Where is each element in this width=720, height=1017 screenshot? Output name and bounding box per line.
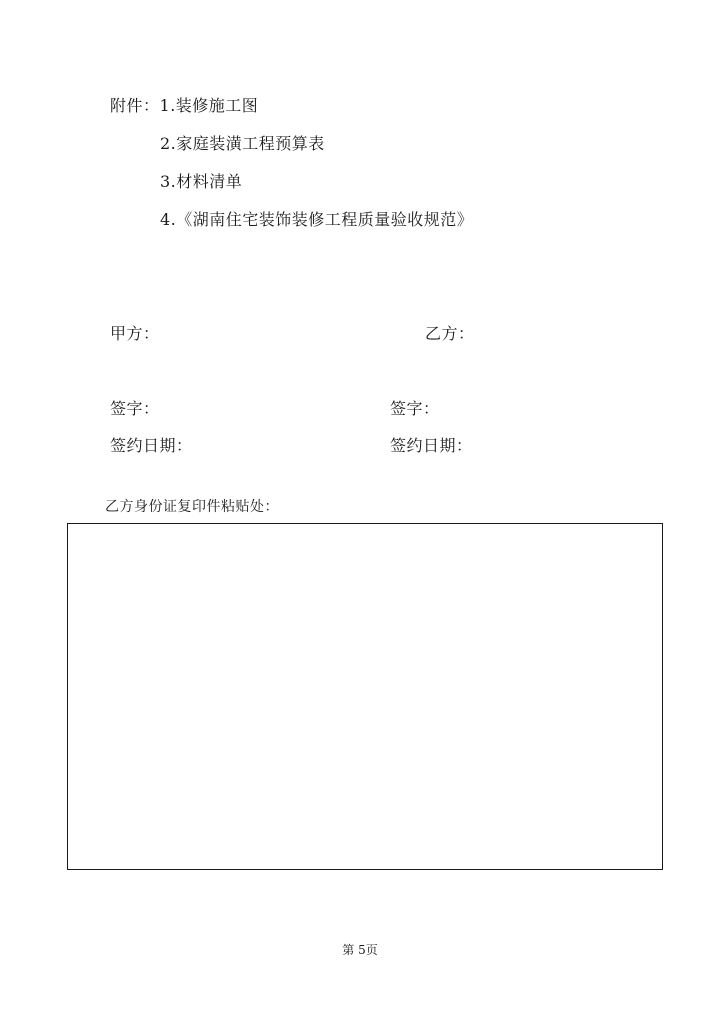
party-b-date-label: 签约日期： (390, 436, 473, 455)
attachment-item-3: 3.材料清单 (160, 172, 243, 191)
party-a-signature-label: 签字： (110, 399, 160, 418)
attachments-label: 附件： (110, 96, 160, 115)
page-number: 第 5页 (342, 943, 378, 957)
attachment-item-2: 2.家庭装潢工程预算表 (160, 134, 325, 153)
attachment-item-4: 4.《湖南住宅装饰装修工程质量验收规范》 (160, 210, 474, 229)
party-a-label: 甲方： (110, 324, 160, 343)
id-copy-label: 乙方身份证复印件粘贴处： (105, 499, 279, 515)
attachments-line-1 (110, 96, 258, 116)
id-copy-paste-box (67, 523, 663, 870)
attachment-item-1: 1.装修施工图 (159, 96, 259, 115)
party-a-date-label: 签约日期： (110, 436, 193, 455)
party-b-label: 乙方： (425, 324, 475, 343)
party-b-signature-label: 签字： (390, 399, 440, 418)
